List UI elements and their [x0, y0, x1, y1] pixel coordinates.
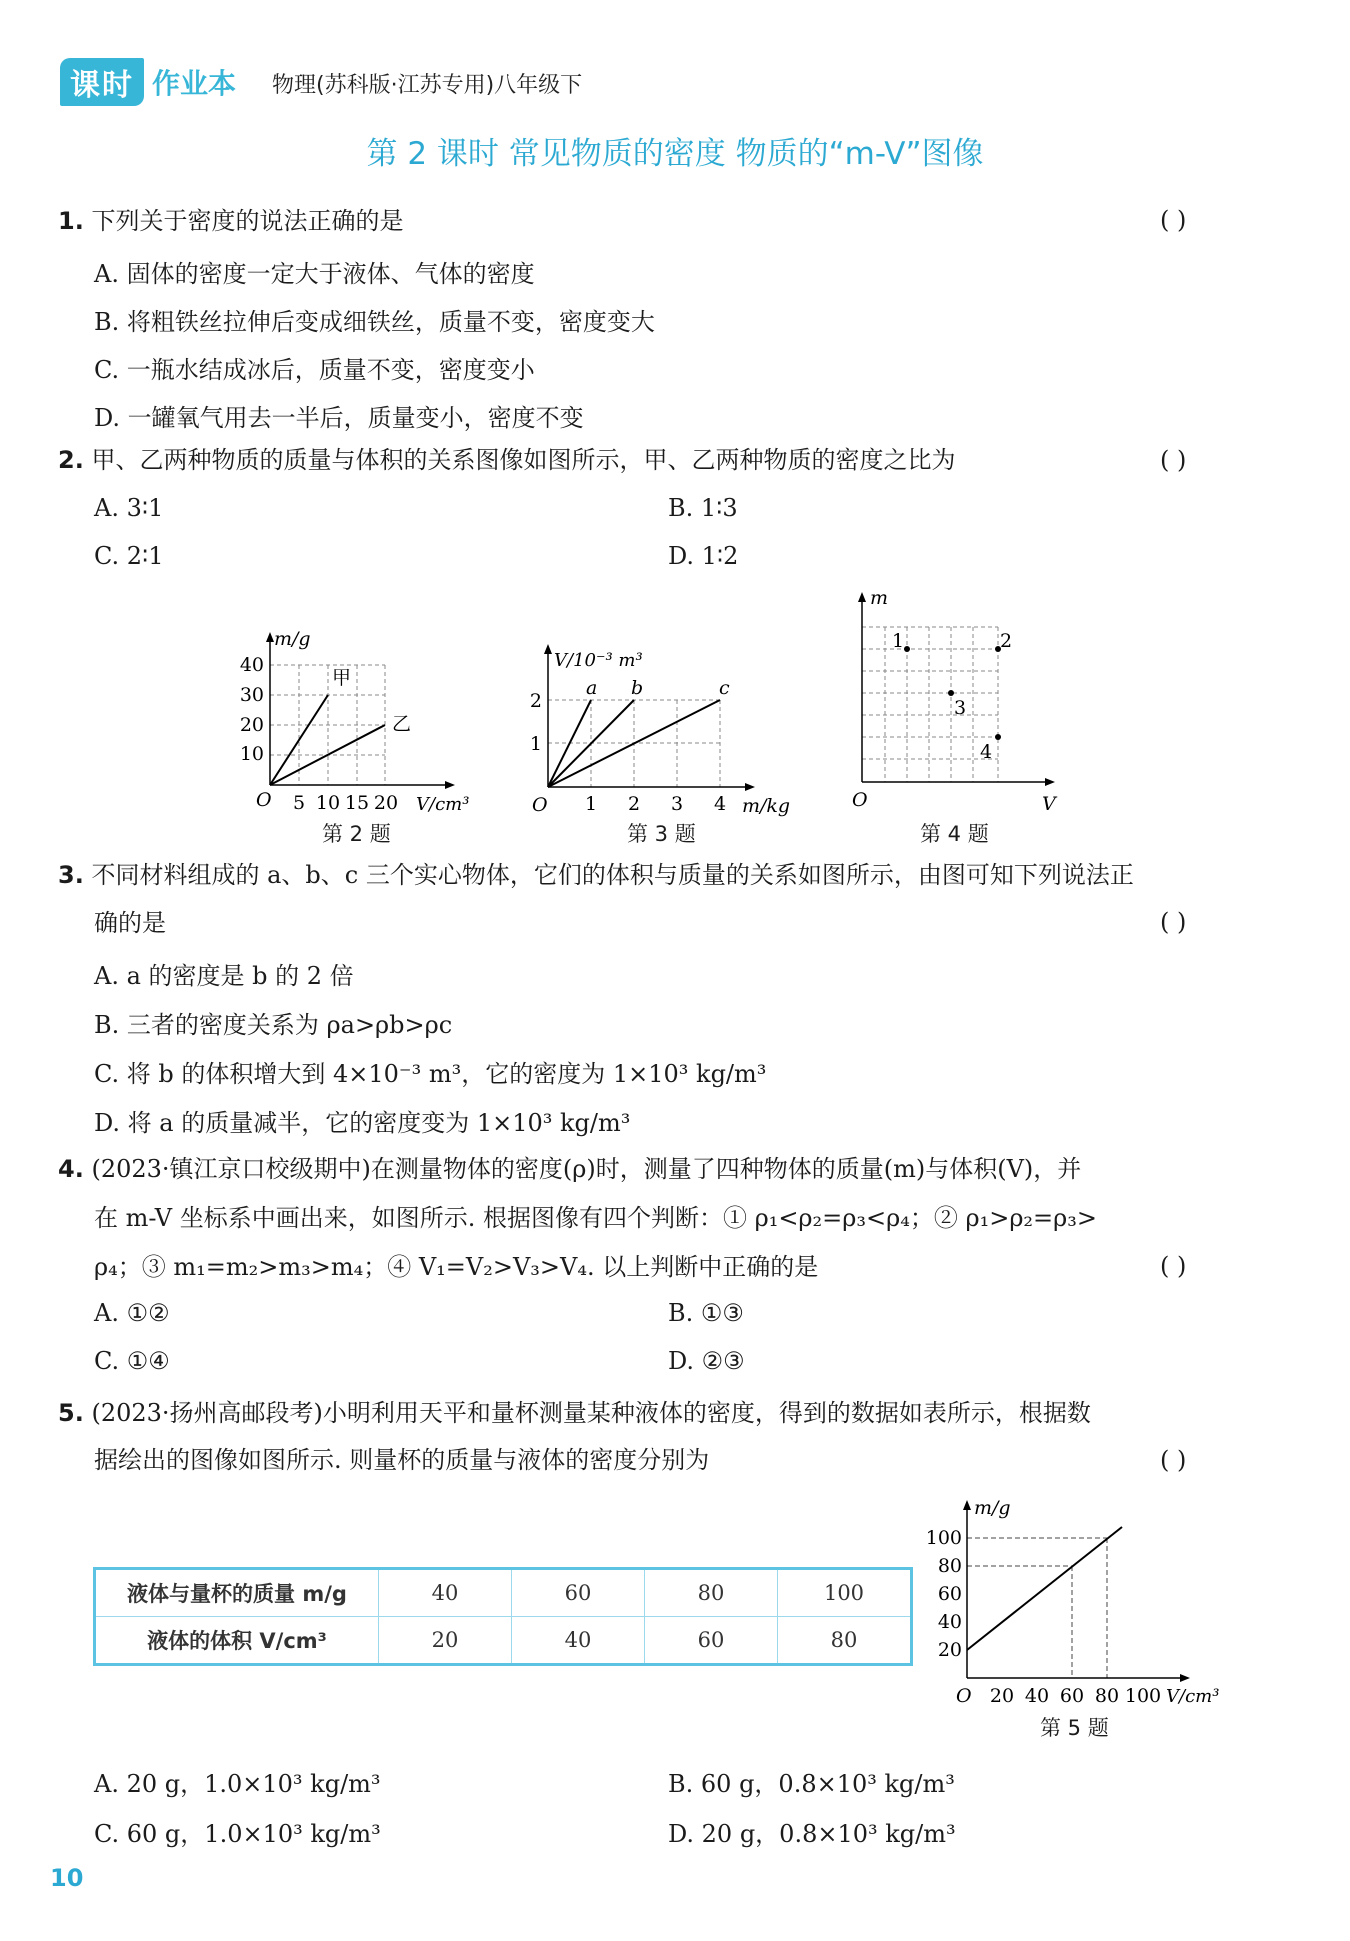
- question-stem: 甲、乙两种物质的质量与体积的关系图像如图所示，甲、乙两种物质的密度之比为: [91, 446, 956, 474]
- figure-5-caption: 第 5 题: [1040, 1716, 1109, 1740]
- x-axis-arrow: [445, 781, 455, 789]
- option-d: D. 将 a 的质量减半，它的密度变为 1×10³ kg/m³: [94, 1109, 631, 1137]
- question-stem-continued: 在 m-V 坐标系中画出来，如图所示. 根据图像有四个判断：① ρ₁<ρ₂=ρ₃<ρ₄；② ρ₁>ρ₂=ρ₃>: [94, 1204, 1097, 1232]
- publisher-logo: [60, 58, 236, 106]
- figure-4-caption: 第 4 题: [920, 822, 989, 846]
- figure-2-chart: [230, 620, 490, 850]
- logo-brand: 作业本: [152, 67, 237, 100]
- table-cell: 100: [778, 1569, 912, 1617]
- x-tick-label: 15: [344, 792, 370, 814]
- option-b: B. 1∶3: [668, 494, 738, 522]
- option-c: C. ①④: [94, 1347, 170, 1375]
- question-3: [58, 858, 1134, 892]
- option-b: B. 三者的密度关系为 ρa>ρb>ρc: [94, 1011, 453, 1039]
- answer-blank: ( ): [1160, 1446, 1187, 1474]
- x-tick-label: 40: [1024, 1685, 1050, 1707]
- y-axis-arrow: [858, 592, 866, 602]
- option-a: A. 固体的密度一定大于液体、气体的密度: [94, 260, 535, 288]
- logo-mark: 课时: [60, 58, 144, 106]
- origin-label: O: [256, 789, 272, 811]
- x-tick-label: 10: [315, 792, 341, 814]
- figure-3-chart: [520, 630, 820, 825]
- y-tick-label: 2: [529, 690, 542, 712]
- x-axis-label: V/cm³: [416, 794, 470, 815]
- option-d: D. 一罐氧气用去一半后，质量变小，密度不变: [94, 404, 584, 432]
- x-tick-label: 1: [584, 793, 598, 815]
- grid: [270, 665, 385, 785]
- x-tick-label: 100: [1124, 1685, 1162, 1707]
- point-label-3: 3: [954, 697, 967, 719]
- table-cell: 60: [645, 1617, 778, 1665]
- question-stem-continued: 确的是: [94, 909, 166, 937]
- question-stem: (2023·镇江京口校级期中)在测量物体的密度(ρ)时，测量了四种物体的质量(m)与体积(V)，并: [91, 1155, 1082, 1183]
- question-number: 2.: [58, 446, 84, 474]
- lesson-title: 第 2 课时 常见物质的密度 物质的“m-V”图像: [366, 136, 984, 172]
- x-tick-label: 4: [713, 793, 727, 815]
- point-label-4: 4: [980, 741, 993, 763]
- question-number: 3.: [58, 861, 84, 889]
- book-subject: 物理(苏科版·江苏专用)八年级下: [272, 73, 583, 98]
- y-axis-arrow: [963, 1500, 971, 1510]
- question-1: [58, 204, 403, 238]
- option-c: C. 2∶1: [94, 542, 164, 570]
- question-number: 5.: [58, 1399, 84, 1427]
- option-a: A. a 的密度是 b 的 2 倍: [94, 962, 354, 990]
- guide-lines: [967, 1538, 1107, 1678]
- y-tick-label: 40: [239, 654, 264, 676]
- y-tick-label: 60: [937, 1583, 962, 1605]
- option-b: B. ①③: [668, 1299, 744, 1327]
- option-c: C. 将 b 的体积增大到 4×10⁻³ m³，它的密度为 1×10³ kg/m³: [94, 1060, 767, 1088]
- x-tick-label: 20: [989, 1685, 1015, 1707]
- question-stem: 不同材料组成的 a、b、c 三个实心物体，它们的体积与质量的关系如图所示，由图可知下列说法正: [91, 861, 1134, 889]
- data-point-3: [948, 690, 954, 696]
- data-table: [93, 1567, 913, 1666]
- question-number: 4.: [58, 1155, 84, 1183]
- table-cell: 20: [379, 1617, 512, 1665]
- x-tick-label: 80: [1094, 1685, 1120, 1707]
- question-stem: (2023·扬州高邮段考)小明利用天平和量杯测量某种液体的密度，得到的数据如表所示，根据数: [91, 1399, 1091, 1427]
- option-d: D. 20 g，0.8×10³ kg/m³: [668, 1820, 956, 1848]
- x-tick-label: 2: [627, 793, 641, 815]
- y-axis-label: m/g: [974, 1497, 1011, 1519]
- y-tick-label: 30: [239, 684, 264, 706]
- x-tick-label: 20: [373, 792, 399, 814]
- table-cell: 80: [645, 1569, 778, 1617]
- page-number: 10: [50, 1864, 84, 1892]
- y-axis-arrow: [266, 632, 274, 642]
- row-header: 液体与量杯的质量 m/g: [95, 1569, 379, 1617]
- y-axis-label: m/g: [274, 628, 311, 650]
- figure-4-chart: [840, 582, 1080, 822]
- point-label-1: 1: [892, 630, 905, 652]
- option-a: A. ①②: [94, 1299, 170, 1327]
- table-cell: 40: [512, 1617, 645, 1665]
- figure-5-chart: [920, 1490, 1240, 1715]
- data-point-4: [995, 734, 1001, 740]
- grid: [862, 627, 998, 782]
- data-line: [967, 1527, 1122, 1650]
- y-tick-label: 20: [239, 714, 264, 736]
- x-tick-label: 60: [1059, 1685, 1085, 1707]
- question-4: [58, 1152, 1081, 1186]
- question-number: 1.: [58, 207, 84, 235]
- question-2: [58, 443, 955, 477]
- option-c: C. 60 g，1.0×10³ kg/m³: [94, 1820, 381, 1848]
- y-axis-label: m: [870, 587, 889, 609]
- answer-blank: ( ): [1160, 908, 1187, 936]
- answer-blank: ( ): [1160, 446, 1187, 474]
- y-tick-label: 1: [529, 733, 542, 755]
- table-cell: 60: [512, 1569, 645, 1617]
- row-header: 液体的体积 V/cm³: [95, 1617, 379, 1665]
- option-a: A. 3∶1: [94, 494, 164, 522]
- series-label-yi: 乙: [392, 713, 412, 735]
- y-tick-label: 80: [937, 1555, 962, 1577]
- x-axis-label: m/kg: [742, 795, 791, 817]
- origin-label: O: [956, 1685, 972, 1707]
- figure-2-caption: 第 2 题: [322, 822, 391, 846]
- table-cell: 40: [379, 1569, 512, 1617]
- origin-label: O: [852, 789, 868, 811]
- x-tick-label: 3: [670, 793, 684, 815]
- x-axis-label: V/cm³: [1166, 1686, 1220, 1707]
- question-stem: 下列关于密度的说法正确的是: [91, 207, 404, 235]
- option-b: B. 将粗铁丝拉伸后变成细铁丝，质量不变，密度变大: [94, 308, 655, 336]
- x-axis-arrow: [1180, 1674, 1190, 1682]
- y-tick-label: 40: [937, 1611, 962, 1633]
- y-tick-label: 10: [239, 743, 264, 765]
- origin-label: O: [532, 794, 548, 816]
- x-axis-label: V: [1042, 793, 1056, 815]
- question-stem-continued: 据绘出的图像如图所示. 则量杯的质量与液体的密度分别为: [94, 1446, 710, 1474]
- series-label-c: c: [719, 677, 730, 699]
- table-row: [95, 1617, 912, 1665]
- answer-blank: ( ): [1160, 206, 1187, 234]
- x-axis-arrow: [745, 783, 755, 791]
- x-axis-arrow: [1045, 778, 1055, 786]
- data-point-1: [904, 646, 910, 652]
- question-stem-continued: ρ₄；③ m₁=m₂>m₃>m₄；④ V₁=V₂>V₃>V₄. 以上判断中正确的是: [94, 1253, 819, 1281]
- table-cell: 80: [778, 1617, 912, 1665]
- option-b: B. 60 g，0.8×10³ kg/m³: [668, 1770, 955, 1798]
- option-c: C. 一瓶水结成冰后，质量不变，密度变小: [94, 356, 535, 384]
- series-label-a: a: [586, 677, 598, 699]
- y-axis-arrow: [544, 644, 552, 654]
- point-label-2: 2: [1000, 630, 1013, 652]
- figure-3-caption: 第 3 题: [627, 822, 696, 846]
- series-label-jia: 甲: [332, 667, 352, 689]
- option-a: A. 20 g，1.0×10³ kg/m³: [94, 1770, 381, 1798]
- table-row: [95, 1569, 912, 1617]
- y-tick-label: 20: [937, 1639, 962, 1661]
- y-axis-label: V/10⁻³ m³: [554, 650, 643, 671]
- question-5: [58, 1396, 1091, 1430]
- series-label-b: b: [631, 677, 644, 699]
- option-d: D. 1∶2: [668, 542, 739, 570]
- option-d: D. ②③: [668, 1347, 745, 1375]
- y-tick-label: 100: [925, 1527, 962, 1549]
- x-tick-label: 5: [292, 792, 306, 814]
- answer-blank: ( ): [1160, 1252, 1187, 1280]
